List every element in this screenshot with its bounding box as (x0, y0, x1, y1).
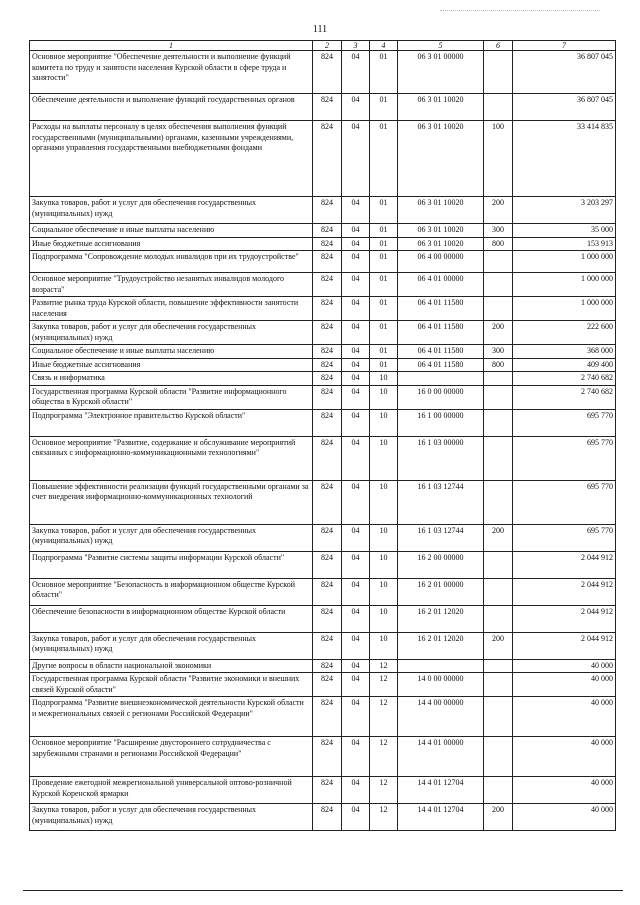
value-cell-c4: 01 (370, 197, 398, 224)
value-cell-c7: 40 000 (513, 697, 616, 737)
item-name-cell: Развитие рынка труда Курской области, повышение эффективности занятости населения (30, 297, 313, 321)
value-cell-c2: 824 (313, 224, 342, 238)
value-cell-c5: 06 3 01 10020 (398, 224, 484, 238)
table-row (30, 578, 616, 605)
value-cell-c3: 04 (342, 345, 370, 359)
value-cell-c2: 824 (313, 345, 342, 359)
value-cell-c7: 3 203 297 (513, 197, 616, 224)
value-cell-c5: 14 4 01 00000 (398, 737, 484, 777)
value-cell-c4: 10 (370, 605, 398, 632)
value-cell-c2: 824 (313, 237, 342, 251)
value-cell-c7: 695 770 (513, 480, 616, 524)
item-name-cell: Иные бюджетные ассигнования (30, 358, 313, 372)
value-cell-c4: 01 (370, 94, 398, 121)
item-name-cell: Основное мероприятие "Безопасность в информационном обществе Курской области" (30, 578, 313, 605)
table-row (30, 409, 616, 436)
header-cell: 2 (313, 41, 342, 51)
item-name-cell: Другие вопросы в области национальной экономики (30, 659, 313, 673)
value-cell-c3: 04 (342, 804, 370, 831)
value-cell-c7: 33 414 835 (513, 121, 616, 197)
value-cell-c4: 10 (370, 524, 398, 551)
value-cell-c2: 824 (313, 777, 342, 804)
item-name-cell: Расходы на выплаты персоналу в целях обеспечения выполнения функций государственными (муниципальными) органами, казенными учреждениями, органами управления государственными внебюджетными фондами (30, 121, 313, 197)
value-cell-c6 (484, 578, 513, 605)
value-cell-c6 (484, 673, 513, 697)
value-cell-c5: 16 1 00 00000 (398, 409, 484, 436)
value-cell-c6 (484, 436, 513, 480)
value-cell-c7: 2 044 912 (513, 578, 616, 605)
value-cell-c5: 16 1 03 12744 (398, 480, 484, 524)
value-cell-c7: 695 770 (513, 409, 616, 436)
table-row (30, 480, 616, 524)
value-cell-c3: 04 (342, 480, 370, 524)
value-cell-c4: 01 (370, 224, 398, 238)
value-cell-c7: 36 807 045 (513, 51, 616, 94)
value-cell-c5: 06 4 01 11580 (398, 321, 484, 345)
value-cell-c2: 824 (313, 737, 342, 777)
value-cell-c7: 222 600 (513, 321, 616, 345)
value-cell-c5: 06 3 01 10020 (398, 121, 484, 197)
value-cell-c2: 824 (313, 297, 342, 321)
value-cell-c4: 12 (370, 804, 398, 831)
value-cell-c3: 04 (342, 697, 370, 737)
header-cell: 1 (30, 41, 313, 51)
value-cell-c3: 04 (342, 659, 370, 673)
value-cell-c3: 04 (342, 385, 370, 409)
value-cell-c3: 04 (342, 94, 370, 121)
value-cell-c4: 01 (370, 358, 398, 372)
value-cell-c2: 824 (313, 251, 342, 273)
item-name-cell: Закупка товаров, работ и услуг для обеспечения государственных (муниципальных) нужд (30, 197, 313, 224)
value-cell-c4: 01 (370, 237, 398, 251)
value-cell-c5: 16 2 01 00000 (398, 578, 484, 605)
value-cell-c3: 04 (342, 578, 370, 605)
value-cell-c6: 800 (484, 358, 513, 372)
item-name-cell: Связь и информатика (30, 372, 313, 386)
item-name-cell: Проведение ежегодной межрегиональной универсальной оптово-розничной Курской Коренской ярмарки (30, 777, 313, 804)
value-cell-c6: 100 (484, 121, 513, 197)
value-cell-c6 (484, 659, 513, 673)
value-cell-c5 (398, 659, 484, 673)
value-cell-c3: 04 (342, 673, 370, 697)
value-cell-c5: 14 0 00 00000 (398, 673, 484, 697)
table-row (30, 372, 616, 386)
value-cell-c3: 04 (342, 251, 370, 273)
value-cell-c7: 153 913 (513, 237, 616, 251)
value-cell-c3: 04 (342, 605, 370, 632)
value-cell-c4: 01 (370, 273, 398, 297)
item-name-cell: Повышение эффективности реализации функций государственными органами за счет внедрения информационно-коммуникационных технологий (30, 480, 313, 524)
table-row (30, 385, 616, 409)
value-cell-c5: 06 3 01 10020 (398, 94, 484, 121)
value-cell-c6 (484, 605, 513, 632)
item-name-cell: Закупка товаров, работ и услуг для обеспечения государственных (муниципальных) нужд (30, 632, 313, 659)
value-cell-c5: 06 3 01 00000 (398, 51, 484, 94)
value-cell-c4: 01 (370, 321, 398, 345)
item-name-cell: Социальное обеспечение и иные выплаты населению (30, 224, 313, 238)
value-cell-c5: 06 4 01 00000 (398, 273, 484, 297)
value-cell-c4: 10 (370, 385, 398, 409)
value-cell-c6 (484, 697, 513, 737)
value-cell-c5: 06 4 01 11580 (398, 358, 484, 372)
value-cell-c4: 12 (370, 673, 398, 697)
header-row (30, 41, 616, 51)
table-row (30, 804, 616, 831)
value-cell-c2: 824 (313, 409, 342, 436)
value-cell-c4: 10 (370, 436, 398, 480)
value-cell-c2: 824 (313, 524, 342, 551)
item-name-cell: Обеспечение деятельности и выполнение функций государственных органов (30, 94, 313, 121)
value-cell-c5: 16 1 03 00000 (398, 436, 484, 480)
value-cell-c4: 10 (370, 480, 398, 524)
value-cell-c4: 10 (370, 409, 398, 436)
value-cell-c6: 300 (484, 224, 513, 238)
header-cell: 3 (342, 41, 370, 51)
value-cell-c7: 1 000 000 (513, 297, 616, 321)
scan-artifact (440, 10, 600, 13)
value-cell-c4: 10 (370, 578, 398, 605)
value-cell-c7: 40 000 (513, 737, 616, 777)
value-cell-c2: 824 (313, 605, 342, 632)
value-cell-c7: 40 000 (513, 804, 616, 831)
value-cell-c3: 04 (342, 197, 370, 224)
table-row (30, 605, 616, 632)
value-cell-c4: 01 (370, 297, 398, 321)
value-cell-c6: 200 (484, 197, 513, 224)
table-row (30, 224, 616, 238)
value-cell-c6: 800 (484, 237, 513, 251)
item-name-cell: Подпрограмма "Развитие системы защиты информации Курской области" (30, 551, 313, 578)
value-cell-c6 (484, 297, 513, 321)
table-row (30, 673, 616, 697)
value-cell-c3: 04 (342, 121, 370, 197)
item-name-cell: Закупка товаров, работ и услуг для обеспечения государственных (муниципальных) нужд (30, 321, 313, 345)
value-cell-c3: 04 (342, 632, 370, 659)
value-cell-c2: 824 (313, 436, 342, 480)
value-cell-c3: 04 (342, 321, 370, 345)
item-name-cell: Закупка товаров, работ и услуг для обеспечения государственных (муниципальных) нужд (30, 524, 313, 551)
page-number: 111 (312, 24, 328, 35)
value-cell-c7: 36 807 045 (513, 94, 616, 121)
value-cell-c7: 2 044 912 (513, 551, 616, 578)
item-name-cell: Социальное обеспечение и иные выплаты населению (30, 345, 313, 359)
table-row (30, 358, 616, 372)
value-cell-c6: 200 (484, 804, 513, 831)
value-cell-c7: 40 000 (513, 673, 616, 697)
value-cell-c2: 824 (313, 121, 342, 197)
value-cell-c2: 824 (313, 358, 342, 372)
value-cell-c6: 200 (484, 524, 513, 551)
value-cell-c4: 10 (370, 372, 398, 386)
value-cell-c3: 04 (342, 237, 370, 251)
table-body (30, 51, 616, 831)
value-cell-c5: 16 2 00 00000 (398, 551, 484, 578)
item-name-cell: Основное мероприятие "Расширение двустороннего сотрудничества с зарубежными странами и регионами Российской Федерации" (30, 737, 313, 777)
value-cell-c3: 04 (342, 524, 370, 551)
value-cell-c2: 824 (313, 673, 342, 697)
value-cell-c7: 40 000 (513, 659, 616, 673)
value-cell-c4: 12 (370, 697, 398, 737)
table-row (30, 659, 616, 673)
value-cell-c4: 01 (370, 251, 398, 273)
value-cell-c3: 04 (342, 777, 370, 804)
value-cell-c2: 824 (313, 51, 342, 94)
header-cell: 6 (484, 41, 513, 51)
table-row (30, 524, 616, 551)
value-cell-c7: 2 044 912 (513, 632, 616, 659)
value-cell-c2: 824 (313, 385, 342, 409)
value-cell-c5: 06 4 01 11580 (398, 345, 484, 359)
value-cell-c2: 824 (313, 273, 342, 297)
value-cell-c4: 12 (370, 777, 398, 804)
value-cell-c3: 04 (342, 372, 370, 386)
page-bottom-rule (23, 890, 623, 891)
value-cell-c3: 04 (342, 297, 370, 321)
table-row (30, 297, 616, 321)
value-cell-c5: 14 4 00 00000 (398, 697, 484, 737)
header-cell: 4 (370, 41, 398, 51)
value-cell-c3: 04 (342, 273, 370, 297)
value-cell-c6 (484, 777, 513, 804)
value-cell-c7: 35 000 (513, 224, 616, 238)
value-cell-c2: 824 (313, 632, 342, 659)
item-name-cell: Иные бюджетные ассигнования (30, 237, 313, 251)
value-cell-c7: 40 000 (513, 777, 616, 804)
value-cell-c7: 1 000 000 (513, 273, 616, 297)
table-row (30, 121, 616, 197)
value-cell-c5: 14 4 01 12704 (398, 777, 484, 804)
value-cell-c2: 824 (313, 94, 342, 121)
value-cell-c3: 04 (342, 409, 370, 436)
item-name-cell: Подпрограмма "Электронное правительство Курской области" (30, 409, 313, 436)
value-cell-c7: 695 770 (513, 436, 616, 480)
value-cell-c3: 04 (342, 358, 370, 372)
table-row (30, 737, 616, 777)
table-row (30, 94, 616, 121)
value-cell-c5: 06 4 01 11580 (398, 297, 484, 321)
item-name-cell: Закупка товаров, работ и услуг для обеспечения государственных (муниципальных) нужд (30, 804, 313, 831)
table-row (30, 237, 616, 251)
item-name-cell: Основное мероприятие "Обеспечение деятельности и выполнение функций комитета по труду и занятости населения Курской области в сфере труда и занятости" (30, 51, 313, 94)
value-cell-c5: 16 2 01 12020 (398, 632, 484, 659)
budget-table-container (29, 40, 615, 831)
value-cell-c6 (484, 273, 513, 297)
value-cell-c6 (484, 251, 513, 273)
value-cell-c4: 10 (370, 632, 398, 659)
table-row (30, 436, 616, 480)
table-row (30, 632, 616, 659)
item-name-cell: Государственная программа Курской области "Развитие экономики и внешних связей Курской области" (30, 673, 313, 697)
table-row (30, 197, 616, 224)
value-cell-c4: 01 (370, 51, 398, 94)
item-name-cell: Государственная программа Курской области "Развитие информационного общества в Курской области" (30, 385, 313, 409)
value-cell-c2: 824 (313, 197, 342, 224)
value-cell-c4: 01 (370, 345, 398, 359)
value-cell-c5: 14 4 01 12704 (398, 804, 484, 831)
value-cell-c5: 06 4 00 00000 (398, 251, 484, 273)
item-name-cell: Основное мероприятие "Развитие, содержание и обслуживание мероприятий связанных с информационно-коммуникационными технологиями" (30, 436, 313, 480)
table-row (30, 51, 616, 94)
value-cell-c2: 824 (313, 578, 342, 605)
value-cell-c5 (398, 372, 484, 386)
value-cell-c5: 16 1 03 12744 (398, 524, 484, 551)
value-cell-c6 (484, 737, 513, 777)
value-cell-c7: 1 000 000 (513, 251, 616, 273)
value-cell-c5: 16 2 01 12020 (398, 605, 484, 632)
value-cell-c6 (484, 94, 513, 121)
value-cell-c2: 824 (313, 372, 342, 386)
value-cell-c4: 01 (370, 121, 398, 197)
value-cell-c3: 04 (342, 436, 370, 480)
value-cell-c6: 200 (484, 321, 513, 345)
value-cell-c4: 12 (370, 659, 398, 673)
value-cell-c6 (484, 385, 513, 409)
value-cell-c4: 12 (370, 737, 398, 777)
table-row (30, 697, 616, 737)
value-cell-c5: 16 0 00 00000 (398, 385, 484, 409)
value-cell-c7: 2 740 682 (513, 385, 616, 409)
header-cell: 5 (398, 41, 484, 51)
value-cell-c3: 04 (342, 224, 370, 238)
value-cell-c7: 409 400 (513, 358, 616, 372)
value-cell-c6 (484, 409, 513, 436)
value-cell-c6 (484, 480, 513, 524)
table-row (30, 273, 616, 297)
value-cell-c6: 300 (484, 345, 513, 359)
value-cell-c3: 04 (342, 51, 370, 94)
value-cell-c2: 824 (313, 697, 342, 737)
value-cell-c6 (484, 551, 513, 578)
value-cell-c2: 824 (313, 321, 342, 345)
value-cell-c2: 824 (313, 804, 342, 831)
budget-table (29, 40, 616, 831)
value-cell-c3: 04 (342, 737, 370, 777)
value-cell-c2: 824 (313, 551, 342, 578)
item-name-cell: Подпрограмма "Развитие внешнеэкономической деятельности Курской области и межрегиональных связей с регионами Российской Федерации" (30, 697, 313, 737)
value-cell-c4: 10 (370, 551, 398, 578)
value-cell-c6 (484, 51, 513, 94)
value-cell-c5: 06 3 01 10020 (398, 197, 484, 224)
item-name-cell: Обеспечение безопасности в информационном обществе Курской области (30, 605, 313, 632)
header-cell: 7 (513, 41, 616, 51)
item-name-cell: Основное мероприятие "Трудоустройство незанятых инвалидов молодого возраста" (30, 273, 313, 297)
value-cell-c5: 06 3 01 10020 (398, 237, 484, 251)
item-name-cell: Подпрограмма "Сопровождение молодых инвалидов при их трудоустройстве" (30, 251, 313, 273)
value-cell-c7: 2 740 682 (513, 372, 616, 386)
table-row (30, 345, 616, 359)
value-cell-c7: 2 044 912 (513, 605, 616, 632)
table-row (30, 251, 616, 273)
table-row (30, 777, 616, 804)
value-cell-c2: 824 (313, 659, 342, 673)
value-cell-c3: 04 (342, 551, 370, 578)
table-row (30, 551, 616, 578)
value-cell-c7: 368 000 (513, 345, 616, 359)
table-row (30, 321, 616, 345)
value-cell-c6: 200 (484, 632, 513, 659)
value-cell-c7: 695 770 (513, 524, 616, 551)
value-cell-c6 (484, 372, 513, 386)
value-cell-c2: 824 (313, 480, 342, 524)
